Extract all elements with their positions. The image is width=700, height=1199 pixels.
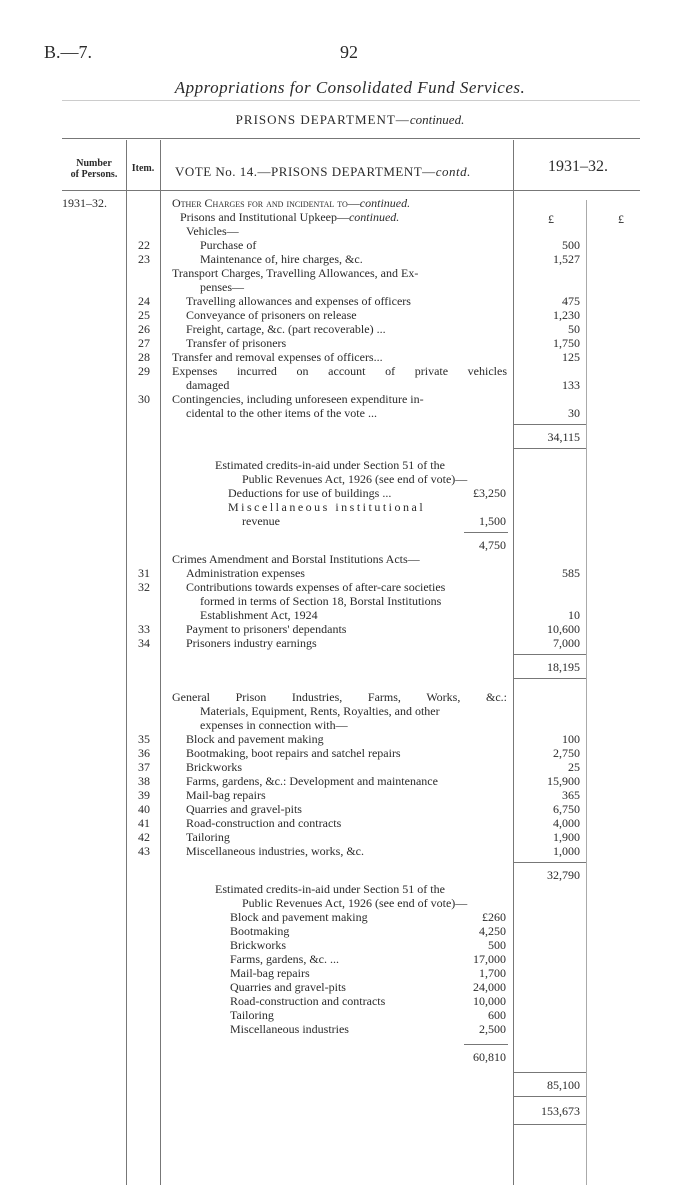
item-amount: 7,000	[553, 636, 580, 650]
item-number: 36	[138, 746, 150, 760]
credits-row-amount: 10,000	[473, 994, 506, 1008]
item-amount: 1,900	[553, 830, 580, 844]
item-amount: 50	[568, 322, 580, 336]
credits-line: Estimated credits-in-aid under Section 51 of the	[215, 882, 445, 896]
general-heading-cont: Materials, Equipment, Rents, Royalties, and other	[200, 704, 440, 718]
subtotal-rule	[514, 654, 586, 655]
item-number: 40	[138, 802, 150, 816]
credits-row-label: Bootmaking	[230, 924, 290, 938]
credits-row-amount: £260	[482, 910, 506, 924]
item-amount: 4,000	[553, 816, 580, 830]
col-rule-1	[126, 140, 127, 1185]
persons-year: 1931–32.	[62, 196, 107, 210]
item-label: Transfer of prisoners	[186, 336, 287, 350]
total-2: 153,673	[541, 1104, 580, 1118]
item-amount: 10,600	[547, 622, 580, 636]
item-number: 32	[138, 580, 150, 594]
item-amount: 1,230	[553, 308, 580, 322]
credits-row-amount: 500	[488, 938, 506, 952]
item-number: 43	[138, 844, 150, 858]
credits-rule	[464, 532, 508, 533]
item-amount: 475	[562, 294, 580, 308]
sub-heading: Prisons and Institutional Upkeep—continued.	[180, 210, 400, 224]
credits-label: Miscellaneous institutional	[228, 500, 426, 514]
credits-row-label: Quarries and gravel-pits	[230, 980, 346, 994]
subtotal-3: 32,790	[547, 868, 580, 882]
item-amount: 133	[562, 378, 580, 392]
item-label-cont: cidental to the other items of the vote ...	[186, 406, 377, 420]
item-label: Maintenance of, hire charges, &c.	[200, 252, 363, 266]
item-label-cont: formed in terms of Section 18, Borstal Institutions	[200, 594, 442, 608]
total-rule	[514, 1124, 586, 1125]
col-header-year: 1931–32.	[548, 158, 608, 175]
item-number: 37	[138, 760, 150, 774]
subtotal-rule	[514, 862, 586, 863]
item-label: Transfer and removal expenses of officers...	[172, 350, 383, 364]
item-amount: 500	[562, 238, 580, 252]
item-number: 22	[138, 238, 150, 252]
credits-row-amount: 24,000	[473, 980, 506, 994]
item-number: 31	[138, 566, 150, 580]
item-label: Contingencies, including unforeseen expenditure in-	[172, 392, 424, 406]
table-top-rule	[62, 138, 640, 139]
item-label: Administration expenses	[186, 566, 305, 580]
currency-col1: £	[548, 212, 554, 226]
credits-label: Deductions for use of buildings ...	[228, 486, 392, 500]
item-label-cont: Establishment Act, 1924	[200, 608, 318, 622]
document-code: B.—7.	[44, 42, 93, 62]
item-amount: 1,527	[553, 252, 580, 266]
credits-amount: 1,500	[479, 514, 506, 528]
credits-row-label: Block and pavement making	[230, 910, 368, 924]
item-label: Purchase of	[200, 238, 257, 252]
credits-row-label: Mail-bag repairs	[230, 966, 310, 980]
item-label: Road-construction and contracts	[186, 816, 342, 830]
col-header-item: Item.	[131, 163, 155, 174]
subtotal-rule	[514, 678, 586, 679]
item-number: 39	[138, 788, 150, 802]
credits-total: 4,750	[479, 538, 506, 552]
item-amount: 25	[568, 760, 580, 774]
item-number: 26	[138, 322, 150, 336]
item-number: 24	[138, 294, 150, 308]
subtotal-rule	[514, 424, 586, 425]
item-label: Payment to prisoners' dependants	[186, 622, 347, 636]
item-label: Conveyance of prisoners on release	[186, 308, 357, 322]
currency-col2: £	[618, 212, 624, 226]
item-number: 29	[138, 364, 150, 378]
item-label-cont: damaged	[186, 378, 230, 392]
item-label: Brickworks	[186, 760, 242, 774]
subtotal-2: 18,195	[547, 660, 580, 674]
subtotal-1: 34,115	[547, 430, 580, 444]
credits-label-cont: revenue	[242, 514, 280, 528]
subtotal-rule	[514, 448, 586, 449]
item-number: 27	[138, 336, 150, 350]
crimes-heading: Crimes Amendment and Borstal Institutions Acts—	[172, 552, 420, 566]
item-amount: 2,750	[553, 746, 580, 760]
credits-row-label: Brickworks	[230, 938, 286, 952]
total-rule	[514, 1096, 586, 1097]
page-title: Appropriations for Consolidated Fund Services.	[174, 78, 526, 97]
item-label: Block and pavement making	[186, 732, 324, 746]
item-amount: 125	[562, 350, 580, 364]
item-number: 25	[138, 308, 150, 322]
item-label: Expenses incurred on account of private vehicles	[172, 364, 507, 378]
col-rule-2	[160, 140, 161, 1185]
credits-row-label: Miscellaneous industries	[230, 1022, 349, 1036]
credits-row-label: Road-construction and contracts	[230, 994, 386, 1008]
total-1: 85,100	[547, 1078, 580, 1092]
item-label: Farms, gardens, &c.: Development and maintenance	[186, 774, 438, 788]
item-label: Travelling allowances and expenses of officers	[186, 294, 411, 308]
page-number: 92	[340, 42, 358, 62]
item-label: Contributions towards expenses of after-care societies	[186, 580, 446, 594]
item-amount: 10	[568, 608, 580, 622]
item-number: 38	[138, 774, 150, 788]
vehicles-heading: Vehicles—	[186, 224, 239, 238]
item-label: Quarries and gravel-pits	[186, 802, 302, 816]
table-head-rule	[62, 190, 640, 191]
item-amount: 15,900	[547, 774, 580, 788]
item-label: Mail-bag repairs	[186, 788, 266, 802]
item-amount: 100	[562, 732, 580, 746]
transport-heading-cont: penses—	[200, 280, 244, 294]
credits-row-amount: 2,500	[479, 1022, 506, 1036]
col-header-vote: VOTE No. 14.—PRISONS DEPARTMENT—contd.	[175, 164, 471, 179]
credits-rule	[464, 1044, 508, 1045]
item-number: 30	[138, 392, 150, 406]
item-amount: 1,000	[553, 844, 580, 858]
item-label: Tailoring	[186, 830, 230, 844]
credits-line: Estimated credits-in-aid under Section 51 of the	[215, 458, 445, 472]
credits-line: Public Revenues Act, 1926 (see end of vote)—	[242, 472, 468, 486]
transport-heading: Transport Charges, Travelling Allowances, and Ex-	[172, 266, 419, 280]
item-label: Bootmaking, boot repairs and satchel repairs	[186, 746, 401, 760]
item-number: 33	[138, 622, 150, 636]
credits-row-label: Tailoring	[230, 1008, 274, 1022]
general-heading-cont: expenses in connection with—	[200, 718, 348, 732]
item-label: Prisoners industry earnings	[186, 636, 317, 650]
item-amount: 6,750	[553, 802, 580, 816]
item-number: 34	[138, 636, 150, 650]
item-amount: 30	[568, 406, 580, 420]
item-amount: 365	[562, 788, 580, 802]
credits-row-amount: 4,250	[479, 924, 506, 938]
credits-total: 60,810	[473, 1050, 506, 1064]
credits-row-amount: 17,000	[473, 952, 506, 966]
credits-amount: £3,250	[473, 486, 506, 500]
item-label: Miscellaneous industries, works, &c.	[186, 844, 364, 858]
general-heading: General Prison Industries, Farms, Works, &c.:	[172, 690, 507, 704]
item-number: 28	[138, 350, 150, 364]
section-heading: Other Charges for and incidental to—continued.	[172, 196, 411, 210]
total-rule	[514, 1072, 586, 1073]
item-number: 35	[138, 732, 150, 746]
credits-row-amount: 1,700	[479, 966, 506, 980]
item-number: 41	[138, 816, 150, 830]
item-label: Freight, cartage, &c. (part recoverable) ...	[186, 322, 386, 336]
item-amount: 585	[562, 566, 580, 580]
col-rule-4	[586, 200, 587, 1185]
col-header-persons: Number of Persons.	[70, 158, 118, 180]
item-number: 42	[138, 830, 150, 844]
credits-row-label: Farms, gardens, &c. ...	[230, 952, 339, 966]
credits-line: Public Revenues Act, 1926 (see end of vote)—	[242, 896, 468, 910]
rule-top	[62, 100, 640, 101]
credits-row-amount: 600	[488, 1008, 506, 1022]
department-heading: PRISONS DEPARTMENT—continued.	[235, 112, 465, 127]
item-amount: 1,750	[553, 336, 580, 350]
item-number: 23	[138, 252, 150, 266]
